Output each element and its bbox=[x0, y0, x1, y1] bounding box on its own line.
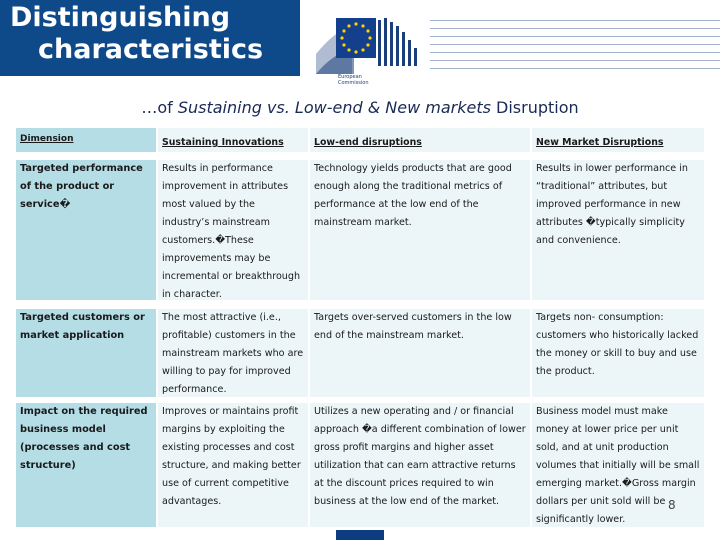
logo-caption bbox=[338, 74, 369, 86]
header-sustaining: Sustaining Innovations bbox=[158, 128, 308, 152]
cell-sustaining-business-model: Improves or maintains profit margins by exploiting the existing processes and cost structure, and making better use of current competitive advantages. bbox=[158, 403, 308, 527]
cell-lowend-customers: Targets over-served customers in the low end of the mainstream market. bbox=[310, 309, 530, 397]
row-label-business-model: Impact on the required business model (processes and cost structure) bbox=[16, 403, 156, 527]
subtitle-suffix: Disruption bbox=[490, 98, 579, 117]
cell-newmarket-business-model: Business model must make money at lower price per unit sold, and at unit production volumes that initially will be small emerging market.�Gross margin dollars per unit sold will be significantly lower. bbox=[532, 403, 704, 527]
subtitle-emphasis: Sustaining vs. Low-end & New markets bbox=[177, 98, 491, 117]
comparison-table bbox=[16, 128, 704, 540]
header-newmarket: New Market Disruptions bbox=[532, 128, 704, 152]
slide-subtitle bbox=[0, 98, 720, 117]
title-line-2: characteristics bbox=[38, 34, 264, 65]
decorative-stripes bbox=[430, 0, 720, 76]
slide-title bbox=[10, 2, 263, 66]
title-line-1: Distinguishing bbox=[10, 2, 231, 33]
row-label-targeted-customers: Targeted customers or market application bbox=[16, 309, 156, 397]
subtitle-prefix: …of bbox=[141, 98, 178, 117]
slide-header bbox=[0, 0, 720, 86]
cell-lowend-performance: Technology yields products that are good enough along the traditional metrics of performance at the low end of the mainstream market. bbox=[310, 160, 530, 300]
logo-caption-line-1: European bbox=[338, 74, 362, 80]
header-lowend: Low-end disruptions bbox=[310, 128, 530, 152]
cell-newmarket-customers: Targets non- consumption: customers who historically lacked the money or skill to buy and use the product. bbox=[532, 309, 704, 397]
cell-lowend-business-model: Utilizes a new operating and / or financial approach �a different combination of lower gross profit margins and higher asset utilization that can earn attractive returns at the discount prices required to win business at the low end of the market. bbox=[310, 403, 530, 527]
cell-sustaining-performance: Results in performance improvement in attributes most valued by the industry’s mainstream customers.�These improvements may be incremental or breakthrough in character. bbox=[158, 160, 308, 300]
cell-sustaining-customers: The most attractive (i.e., profitable) customers in the mainstream markets who are willing to pay for improved performance. bbox=[158, 309, 308, 397]
header-dimension: Dimension bbox=[16, 128, 156, 152]
logo-caption-line-2: Commission bbox=[338, 80, 369, 86]
footer-accent-bar bbox=[336, 530, 384, 540]
cell-newmarket-performance: Results in lower performance in “traditional” attributes, but improved performance in new attributes �typically simplicity and convenience. bbox=[532, 160, 704, 300]
row-label-targeted-performance: Targeted performance of the product or service� bbox=[16, 160, 156, 300]
page-number: 8 bbox=[668, 498, 676, 512]
